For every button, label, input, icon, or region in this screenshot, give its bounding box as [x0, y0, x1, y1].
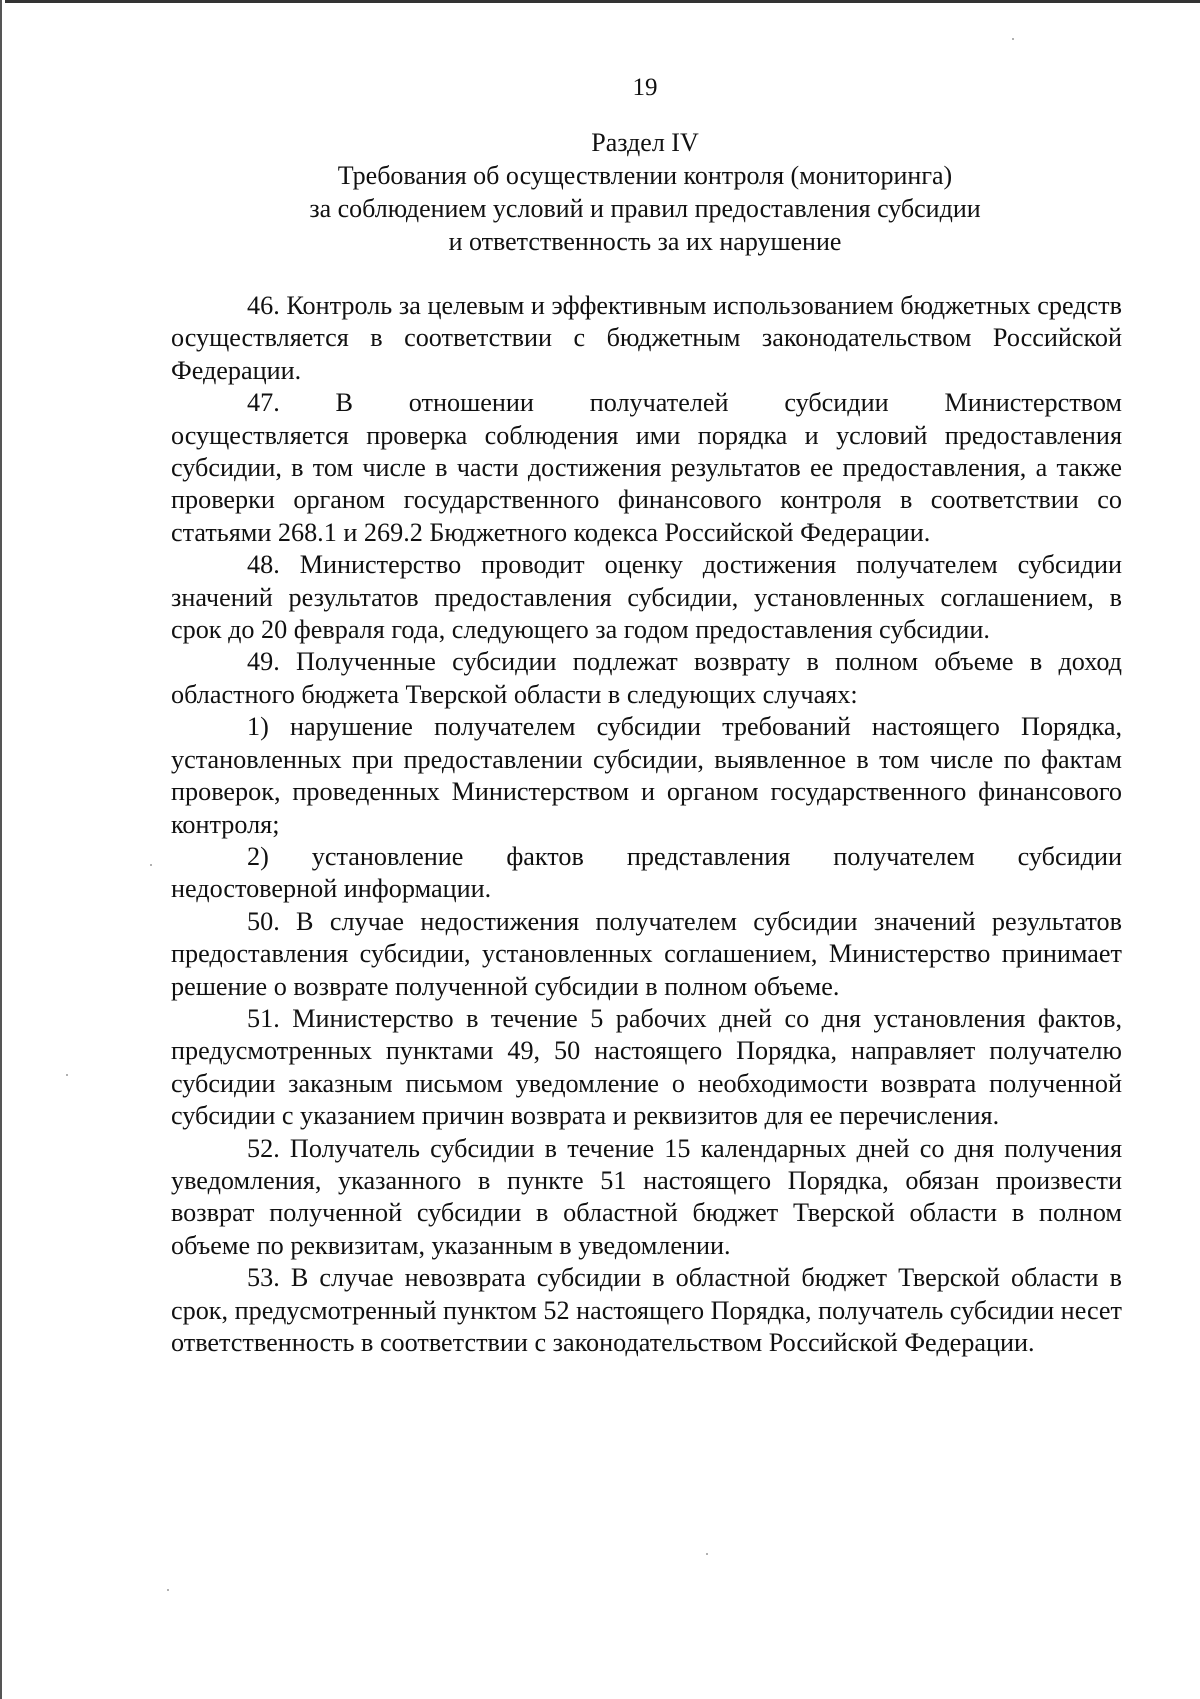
scan-speck: [1012, 38, 1014, 40]
clause-50: 50. В случае недостижения получателем субсидии значений результатов предоставления субсидии, установленных соглашением, Министерство принимает решение о возврате полученной субсидии в полном объеме.: [171, 906, 1122, 1001]
clause-53: 53. В случае невозврата субсидии в областной бюджет Тверской области в срок, предусмотренный пунктом 52 настоящего Порядка, получатель субсидии несет ответственность в соответствии с законодательством Российской Федерации.: [171, 1263, 1122, 1357]
clause-48: 48. Министерство проводит оценку достижения получателем субсидии значений результатов предоставления субсидии, установленных соглашением, в срок до 20 февраля года, следующего за годом предоставления субсидии.: [171, 550, 1122, 645]
scan-speck: [167, 1589, 169, 1591]
section-title-line-2: за соблюдением условий и правил предоставления субсидии: [309, 194, 981, 223]
clause-49-item-2-body: недостоверной информации.: [171, 874, 492, 904]
clause-51: 51. Министерство в течение 5 рабочих дней со дня установления фактов, предусмотренных пунктами 49, 50 настоящего Порядка, направляет получателю субсидии заказным письмом уведомление о необходимости возврата полученной субсидии с указанием причин возврата и реквизитов для ее перечисления.: [171, 1003, 1122, 1131]
clause-49: 49. Полученные субсидии подлежат возврату в полном объеме в доход областного бюджета Тверской области в следующих случаях:: [171, 647, 1122, 709]
section-title-line-1: Требования об осуществлении контроля (мониторинга): [337, 161, 953, 190]
section-heading: [170, 126, 1120, 258]
clause-49-item-1: 1) нарушение получателем субсидии требований настоящего Порядка, установленных при предоставлении субсидии, выявленное в том числе по фактам проверок, проведенных Министерством и органом государственного финансового контроля;: [171, 712, 1122, 839]
clause-47-body: осуществляется проверка соблюдения ими порядка и условий предоставления субсидии, в том числе в части достижения результатов ее предоставления, а также проверки органом государственного финансового контроля в соответствии со статьями 268.1 и 269.2 Бюджетного кодекса Российской Федерации.: [171, 420, 1122, 547]
clause-46: 46. Контроль за целевым и эффективным использованием бюджетных средств осуществляется в соответствии с бюджетным законодательством Российской Федерации.: [171, 291, 1122, 385]
section-title-line-3: и ответственность за их нарушение: [448, 227, 842, 256]
document-body: [171, 290, 1122, 1359]
scan-top-edge: [0, 0, 1200, 3]
clause-47-first-line: 47. В отношении получателей субсидии Министерством: [247, 388, 1122, 418]
section-label: Раздел IV: [591, 128, 699, 157]
clause-52: 52. Получатель субсидии в течение 15 календарных дней со дня получения уведомления, указанного в пункте 51 настоящего Порядка, обязан произвести возврат полученной субсидии в областной бюджет Тверской области в полном объеме по реквизитам, указанным в уведомлении.: [171, 1133, 1122, 1260]
page-number: 19: [632, 74, 658, 101]
scan-speck: [66, 1074, 68, 1076]
scan-left-edge: [0, 0, 5, 1699]
scan-speck: [706, 1553, 708, 1555]
clause-49-item-2-first-line: 2) установление фактов представления получателем субсидии: [247, 841, 1122, 871]
scan-speck: [150, 864, 152, 866]
